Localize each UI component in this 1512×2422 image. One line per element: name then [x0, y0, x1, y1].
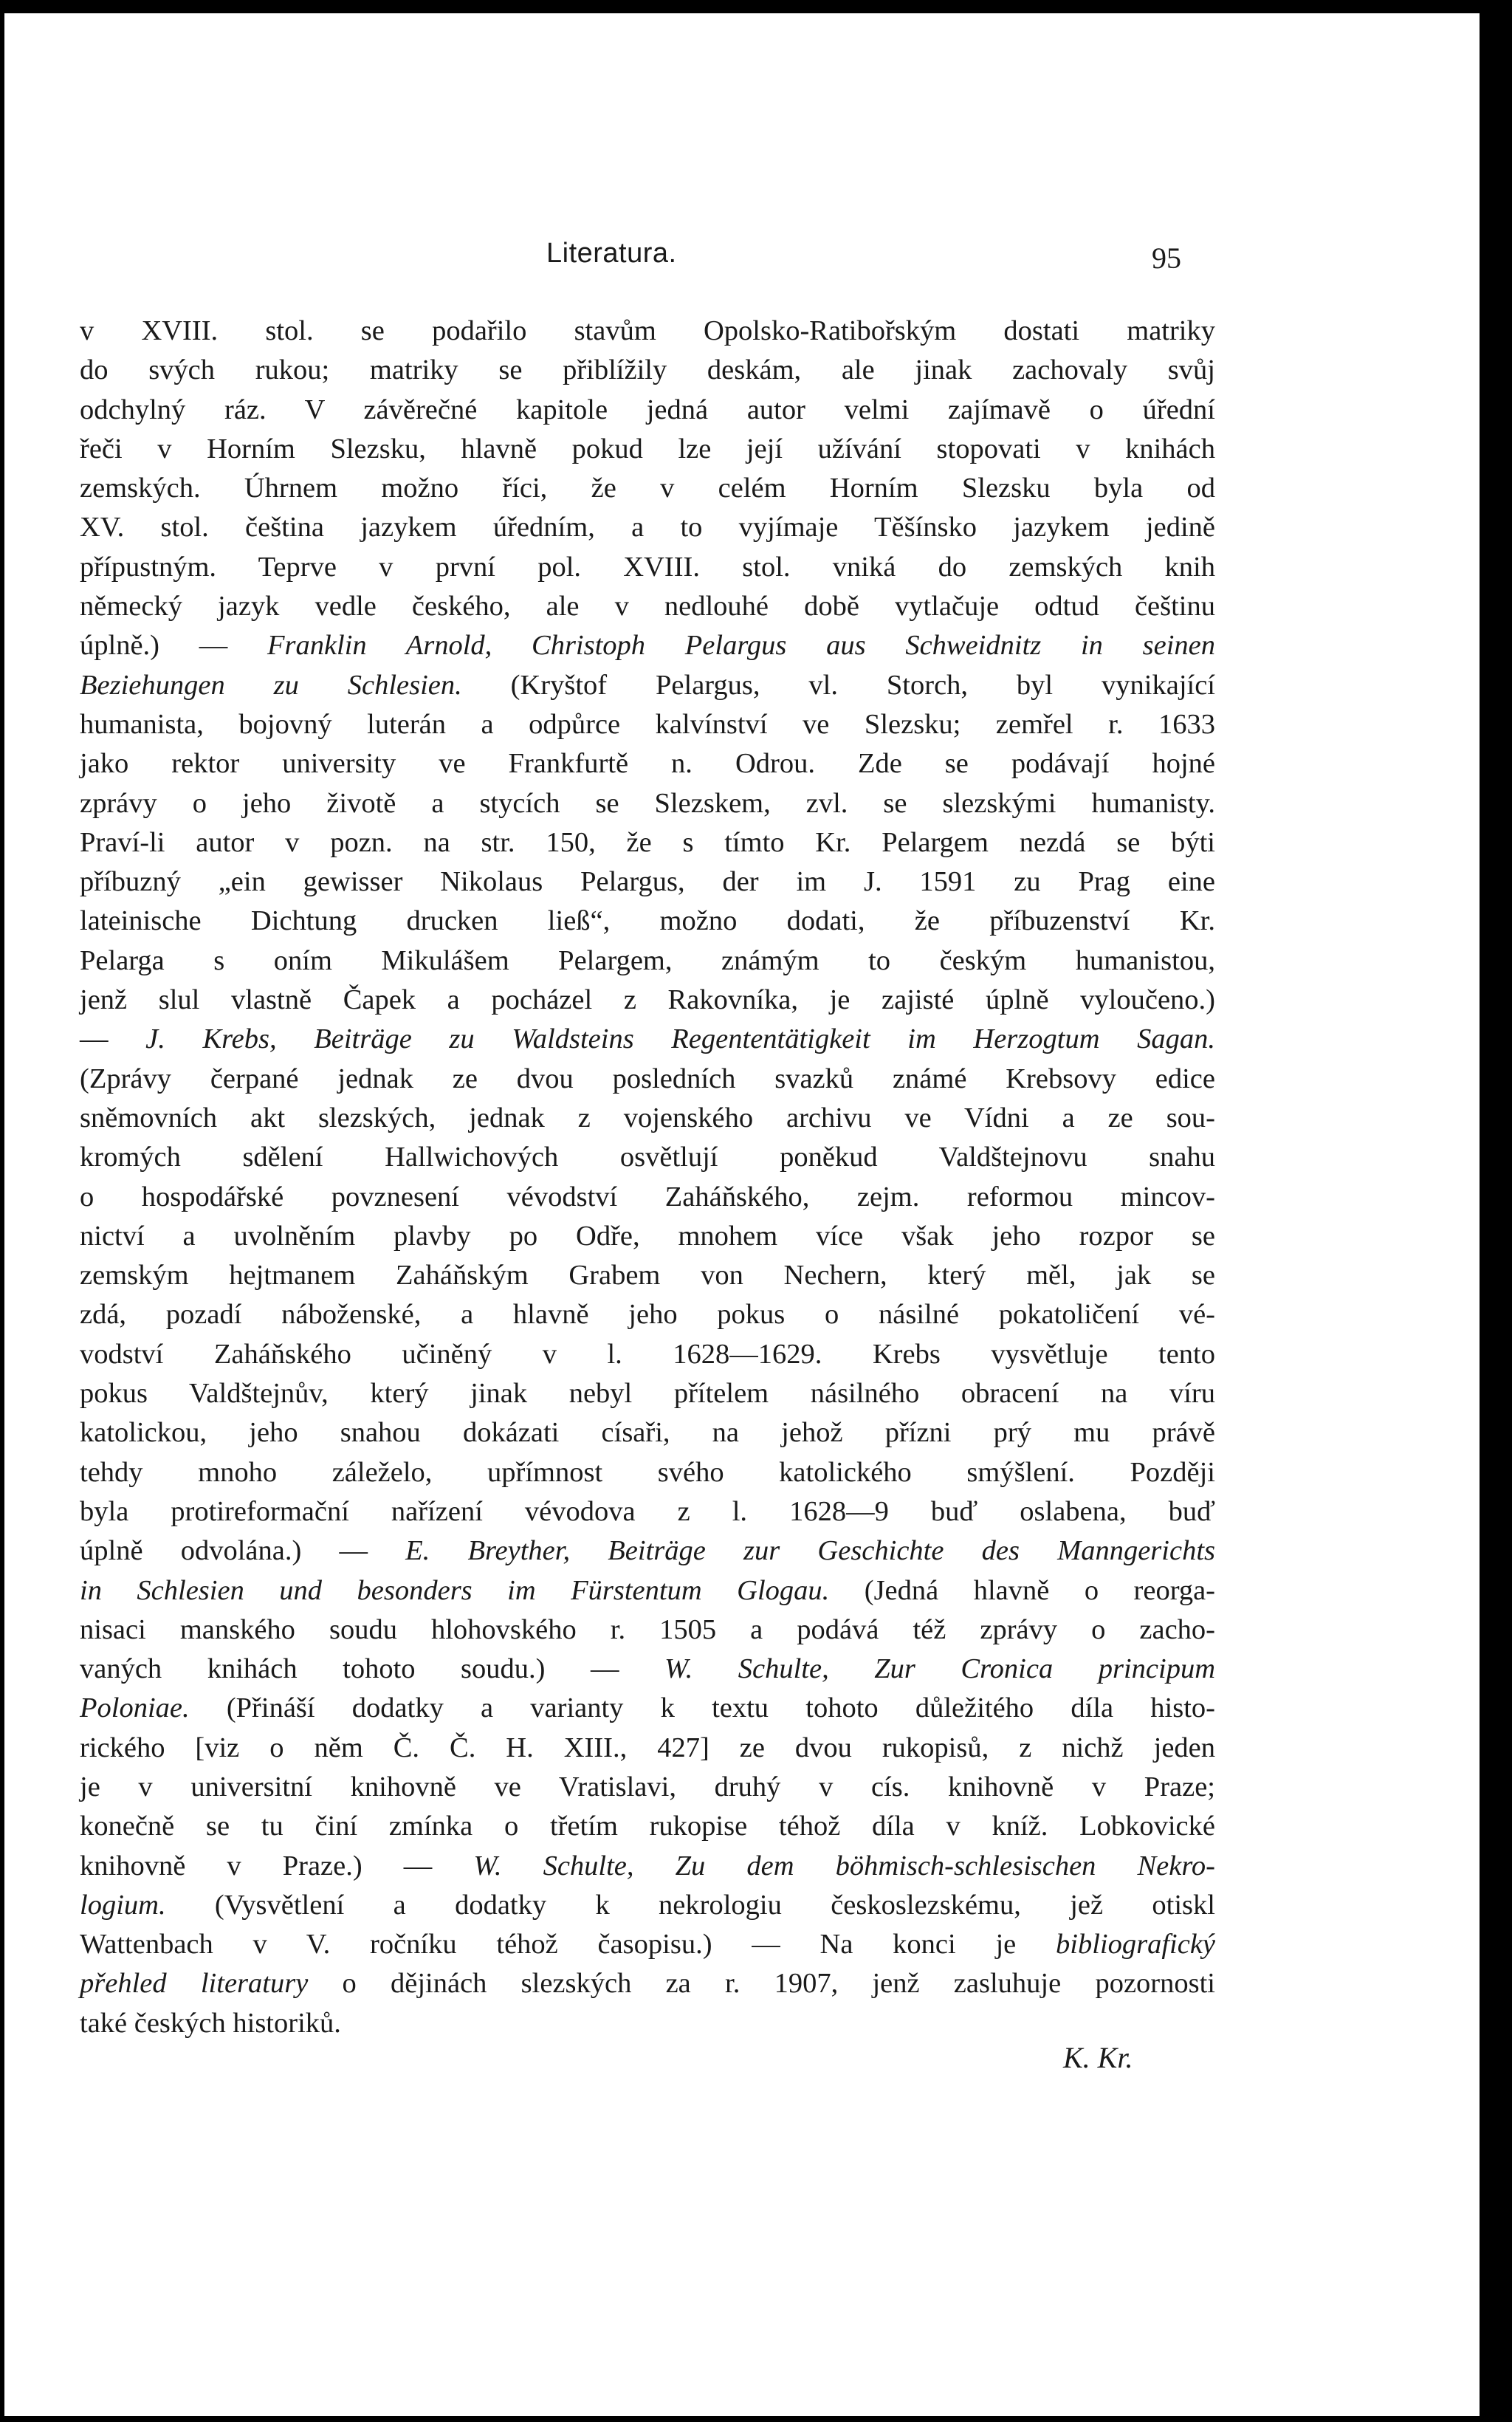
- text-line: [80, 823, 1215, 862]
- text-line: [80, 1060, 1215, 1099]
- text-line: [80, 1453, 1215, 1492]
- text-segment: jako rektor university ve Frankfurtě n. Odrou. Zde se podávají hojné: [80, 748, 1215, 780]
- text-line: [80, 351, 1215, 390]
- scan-border-right: [1480, 0, 1512, 2422]
- text-segment: vaných knihách tohoto soudu.) —: [80, 1653, 665, 1685]
- body-text: [80, 312, 1215, 2043]
- italic-citation: E. Breyther, Beiträge zur Geschichte des Manngerichts: [405, 1535, 1215, 1567]
- text-segment: knihovně v Praze.) —: [80, 1850, 474, 1881]
- italic-citation: Franklin Arnold, Christoph Pelargus aus Schweidnitz in seinen: [267, 630, 1216, 662]
- text-line: [80, 1886, 1215, 1925]
- text-line: [80, 1335, 1215, 1374]
- text-segment: (Vysvětlení a dodatky k nekrologiu českoslezskému, jež otiskl: [165, 1889, 1215, 1921]
- text-line: [80, 1847, 1215, 1886]
- text-segment: zemských. Úhrnem možno říci, že v celém Horním Slezsku byla od: [80, 473, 1215, 504]
- scan-border-left: [0, 0, 4, 2422]
- scan-border-bottom: [0, 2416, 1512, 2422]
- italic-citation: J. Krebs, Beiträge zu Waldsteins Regententätigkeit im Herzogtum Sagan.: [145, 1023, 1216, 1055]
- text-segment: humanista, bojovný luterán a odpůrce kalvínství ve Slezsku; zemřel r. 1633: [80, 708, 1215, 740]
- text-line: [80, 430, 1215, 469]
- text-line: [80, 1807, 1215, 1846]
- text-line: [80, 508, 1215, 547]
- text-line: [80, 1138, 1215, 1177]
- text-line: [80, 1650, 1215, 1689]
- italic-citation: logium.: [80, 1889, 166, 1921]
- italic-citation: W. Schulte, Zu dem böhmisch-schlesischen Nekro-: [473, 1850, 1215, 1881]
- text-line: [80, 1099, 1215, 1138]
- text-line: [80, 1531, 1215, 1571]
- text-line: [80, 1020, 1215, 1059]
- text-segment: jenž slul vlastně Čapek a pocházel z Rakovníka, je zajisté úplně vyloučeno.): [80, 984, 1215, 1016]
- italic-citation: W. Schulte, Zur Cronica principum: [664, 1653, 1215, 1685]
- text-segment: nisaci manského soudu hlohovského r. 1505 a podává též zprávy o zacho-: [80, 1613, 1215, 1645]
- scan-border-top: [0, 0, 1512, 13]
- text-line: [80, 1610, 1215, 1650]
- text-line: [80, 981, 1215, 1020]
- text-line: [80, 1571, 1215, 1610]
- text-line: [80, 1689, 1215, 1728]
- text-segment: Praví-li autor v pozn. na str. 150, že s tímto Kr. Pelargem nezdá se býti: [80, 826, 1215, 858]
- italic-citation: bibliografický: [1056, 1929, 1215, 1960]
- text-segment: Pelarga s oním Mikulášem Pelargem, známým to českým humanistou,: [80, 944, 1215, 976]
- text-segment: katolickou, jeho snahou dokázati císaři, na jehož přízni prý mu právě: [80, 1417, 1215, 1449]
- text-line: [80, 2004, 1215, 2043]
- text-line: [80, 666, 1215, 705]
- text-segment: XV. stol. čeština jazykem úředním, a to vyjímaje Těšínsko jazykem jedině: [80, 512, 1215, 543]
- text-line: [80, 705, 1215, 744]
- italic-citation: Beziehungen zu Schlesien.: [80, 669, 462, 701]
- text-segment: pokus Valdštejnův, který jinak nebyl přítelem násilného obracení na víru: [80, 1378, 1215, 1410]
- text-segment: úplně odvolána.) —: [80, 1535, 406, 1567]
- text-line: [80, 1925, 1215, 1964]
- text-segment: zemským hejtmanem Zaháňským Grabem von Nechern, který měl, jak se: [80, 1260, 1215, 1291]
- text-segment: konečně se tu činí zmínka o třetím rukopise téhož díla v kníž. Lobkovické: [80, 1811, 1215, 1842]
- text-segment: také českých historiků.: [80, 2007, 341, 2039]
- text-line: [80, 902, 1215, 941]
- text-line: [80, 469, 1215, 508]
- text-segment: úplně.) —: [80, 630, 267, 662]
- text-line: [80, 1768, 1215, 1807]
- text-line: [80, 548, 1215, 587]
- text-line: [80, 784, 1215, 823]
- text-segment: odchylný ráz. V závěrečné kapitole jedná autor velmi zajímavě o úřední: [80, 394, 1215, 425]
- author-signature: K. Kr.: [1063, 2041, 1133, 2074]
- text-segment: vodství Zaháňského učiněný v l. 1628—1629. Krebs vysvětluje tento: [80, 1338, 1215, 1370]
- text-line: [80, 1492, 1215, 1531]
- text-segment: příbuzný „ein gewisser Nikolaus Pelargus, der im J. 1591 zu Prag eine: [80, 866, 1215, 898]
- text-segment: Wattenbach v V. ročníku téhož časopisu.) — Na konci je: [80, 1929, 1056, 1960]
- text-line: [80, 312, 1215, 351]
- running-title: Literatura.: [546, 238, 677, 269]
- text-line: [80, 862, 1215, 902]
- text-line: [80, 1964, 1215, 2003]
- italic-citation: in Schlesien und besonders im Fürstentum Glogau.: [80, 1574, 830, 1606]
- text-line: [80, 1413, 1215, 1452]
- text-segment: řeči v Horním Slezsku, hlavně pokud lze její užívání stopovati v knihách: [80, 433, 1215, 464]
- text-segment: (Zprávy čerpané jednak ze dvou posledních svazků známé Krebsovy edice: [80, 1063, 1215, 1094]
- text-segment: zprávy o jeho životě a stycích se Slezskem, zvl. se slezskými humanisty.: [80, 787, 1215, 819]
- text-line: [80, 1729, 1215, 1768]
- text-line: [80, 626, 1215, 665]
- text-segment: přípustným. Teprve v první pol. XVIII. stol. vniká do zemských knih: [80, 551, 1215, 583]
- text-line: [80, 1374, 1215, 1413]
- text-line: [80, 1295, 1215, 1334]
- text-segment: zdá, pozadí náboženské, a hlavně jeho pokus o násilné pokatoličení vé-: [80, 1299, 1215, 1331]
- text-segment: (Kryštof Pelargus, vl. Storch, byl vynikající: [461, 669, 1215, 701]
- text-line: [80, 1217, 1215, 1256]
- text-segment: do svých rukou; matriky se přiblížily deskám, ale jinak zachovaly svůj: [80, 354, 1215, 386]
- italic-citation: přehled literatury: [80, 1968, 309, 2000]
- text-segment: sněmovních akt slezských, jednak z vojenského archivu ve Vídni a ze sou-: [80, 1102, 1215, 1133]
- text-line: [80, 587, 1215, 626]
- text-segment: lateinische Dichtung drucken ließ“, možno dodati, že příbuzenství Kr.: [80, 905, 1215, 937]
- page-number: 95: [1152, 241, 1181, 275]
- text-segment: o dějinách slezských za r. 1907, jenž zasluhuje pozornosti: [308, 1968, 1215, 2000]
- text-segment: německý jazyk vedle českého, ale v nedlouhé době vytlačuje odtud češtinu: [80, 591, 1215, 622]
- text-segment: kromých sdělení Hallwichových osvětlují poněkud Valdštejnovu snahu: [80, 1142, 1215, 1173]
- text-segment: je v universitní knihovně ve Vratislavi, druhý v cís. knihovně v Praze;: [80, 1771, 1215, 1802]
- text-line: [80, 1256, 1215, 1295]
- text-line: [80, 941, 1215, 981]
- italic-citation: Poloniae.: [80, 1692, 190, 1724]
- text-line: [80, 744, 1215, 783]
- text-segment: o hospodářské povznesení vévodství Zaháňského, zejm. reformou mincov-: [80, 1181, 1215, 1212]
- text-segment: nictví a uvolněním plavby po Odře, mnohem více však jeho rozpor se: [80, 1220, 1215, 1252]
- text-segment: tehdy mnoho záleželo, upřímnost svého katolického smýšlení. Později: [80, 1456, 1215, 1488]
- text-segment: byla protireformační nařízení vévodova z l. 1628—9 buď oslabena, buď: [80, 1495, 1215, 1527]
- text-segment: rického [viz o něm Č. Č. H. XIII., 427] ze dvou rukopisů, z nichž jeden: [80, 1732, 1215, 1763]
- text-line: [80, 1178, 1215, 1217]
- text-segment: (Přináší dodatky a varianty k textu tohoto důležitého díla histo-: [189, 1692, 1215, 1724]
- text-segment: (Jedná hlavně o reorga-: [829, 1574, 1215, 1606]
- text-segment: v XVIII. stol. se podařilo stavům Opolsko-Ratibořským dostati matriky: [80, 315, 1215, 346]
- text-line: [80, 391, 1215, 430]
- text-segment: —: [80, 1023, 146, 1055]
